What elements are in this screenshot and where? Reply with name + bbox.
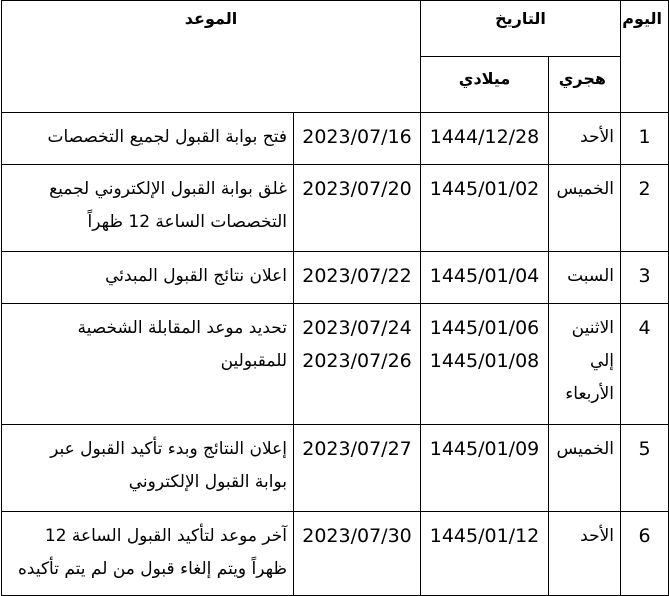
row-event-line: التخصصات الساعة 12 ظهراً <box>87 212 288 232</box>
table-row <box>2 165 669 252</box>
header-gregorian: ميلادي <box>421 57 549 113</box>
row-gregorian-date-line: 2023/07/26 <box>302 350 412 372</box>
header-date: التاريخ <box>421 1 621 57</box>
row-number-line: 2 <box>638 178 651 200</box>
row-hijri-date-line: 1445/01/08 <box>429 350 540 372</box>
table-row <box>2 304 669 425</box>
table-row <box>2 512 669 596</box>
row-event-line: إعلان النتائج وبدء تأكيد القبول عبر <box>50 439 288 459</box>
row-event-line: غلق بوابة القبول الإلكتروني لجميع <box>49 179 288 199</box>
row-event-line: تحديد موعد المقابلة الشخصية <box>77 318 288 338</box>
row-event <box>2 252 294 304</box>
row-gregorian-date-line: 2023/07/30 <box>302 525 412 547</box>
row-event-line: آخر موعد لتأكيد القبول الساعة 12 <box>44 526 288 546</box>
row-number-line: 4 <box>638 317 651 339</box>
row-event <box>2 113 294 165</box>
table-row <box>2 113 669 165</box>
row-day-line: الخميس <box>556 179 615 199</box>
row-event-line: ظهراً ويتم إلغاء قبول من لم يتم تأكيده <box>17 559 288 579</box>
row-hijri-date-line: 1445/01/02 <box>429 178 540 200</box>
row-hijri-date-line: 1445/01/12 <box>429 525 540 547</box>
row-day-line: الأحد <box>580 526 615 546</box>
row-event <box>2 425 294 512</box>
header-day: اليوم <box>621 1 669 113</box>
row-number <box>621 304 669 425</box>
row-event <box>2 512 294 596</box>
row-day <box>549 113 621 165</box>
row-event-line: اعلان نتائج القبول المبدئي <box>105 266 288 286</box>
row-number-line: 3 <box>638 265 651 287</box>
row-day <box>549 252 621 304</box>
row-event-line: فتح بوابة القبول لجميع التخصصات <box>47 127 288 147</box>
row-day-line: الاثنين <box>571 318 615 338</box>
row-gregorian-date-line: 2023/07/22 <box>302 265 412 287</box>
row-gregorian-date <box>294 512 421 596</box>
row-hijri-date <box>421 113 549 165</box>
table-body <box>2 113 669 596</box>
row-hijri-date <box>421 425 549 512</box>
row-event <box>2 304 294 425</box>
row-number-line: 1 <box>638 126 651 148</box>
row-number <box>621 165 669 252</box>
row-gregorian-date <box>294 252 421 304</box>
table-row <box>2 252 669 304</box>
row-hijri-date-line: 1444/12/28 <box>429 126 540 148</box>
row-hijri-date <box>421 165 549 252</box>
row-hijri-date-line: 1445/01/09 <box>429 438 540 460</box>
row-day <box>549 165 621 252</box>
row-gregorian-date-line: 2023/07/20 <box>302 178 412 200</box>
row-day-line: الأحد <box>580 127 615 147</box>
row-day <box>549 425 621 512</box>
admission-schedule-table <box>1 0 669 596</box>
row-number <box>621 113 669 165</box>
row-day-line: السبت <box>567 266 615 286</box>
header-hijri: هجري <box>549 57 621 113</box>
table-row <box>2 425 669 512</box>
row-number-line: 5 <box>638 438 651 460</box>
row-gregorian-date-line: 2023/07/24 <box>302 317 412 339</box>
row-number-line: 6 <box>638 525 651 547</box>
row-gregorian-date-line: 2023/07/27 <box>302 438 412 460</box>
row-hijri-date <box>421 304 549 425</box>
row-hijri-date <box>421 252 549 304</box>
header-appointment: الموعد <box>2 1 421 113</box>
row-event-line: للمقبولين <box>220 351 288 371</box>
row-gregorian-date <box>294 304 421 425</box>
row-gregorian-date-line: 2023/07/16 <box>302 126 412 148</box>
row-hijri-date-line: 1445/01/06 <box>429 317 540 339</box>
row-hijri-date <box>421 512 549 596</box>
row-day-line: الخميس <box>556 439 615 459</box>
row-day-line: الأربعاء <box>565 384 615 404</box>
row-event <box>2 165 294 252</box>
row-day <box>549 512 621 596</box>
header-row <box>2 1 669 57</box>
row-number <box>621 425 669 512</box>
row-event-line: بوابة القبول الإلكتروني <box>128 472 288 492</box>
row-gregorian-date <box>294 113 421 165</box>
row-number <box>621 252 669 304</box>
row-number <box>621 512 669 596</box>
row-gregorian-date <box>294 425 421 512</box>
row-day <box>549 304 621 425</box>
row-hijri-date-line: 1445/01/04 <box>429 265 540 287</box>
row-gregorian-date <box>294 165 421 252</box>
row-day-line: إلي <box>589 351 615 371</box>
